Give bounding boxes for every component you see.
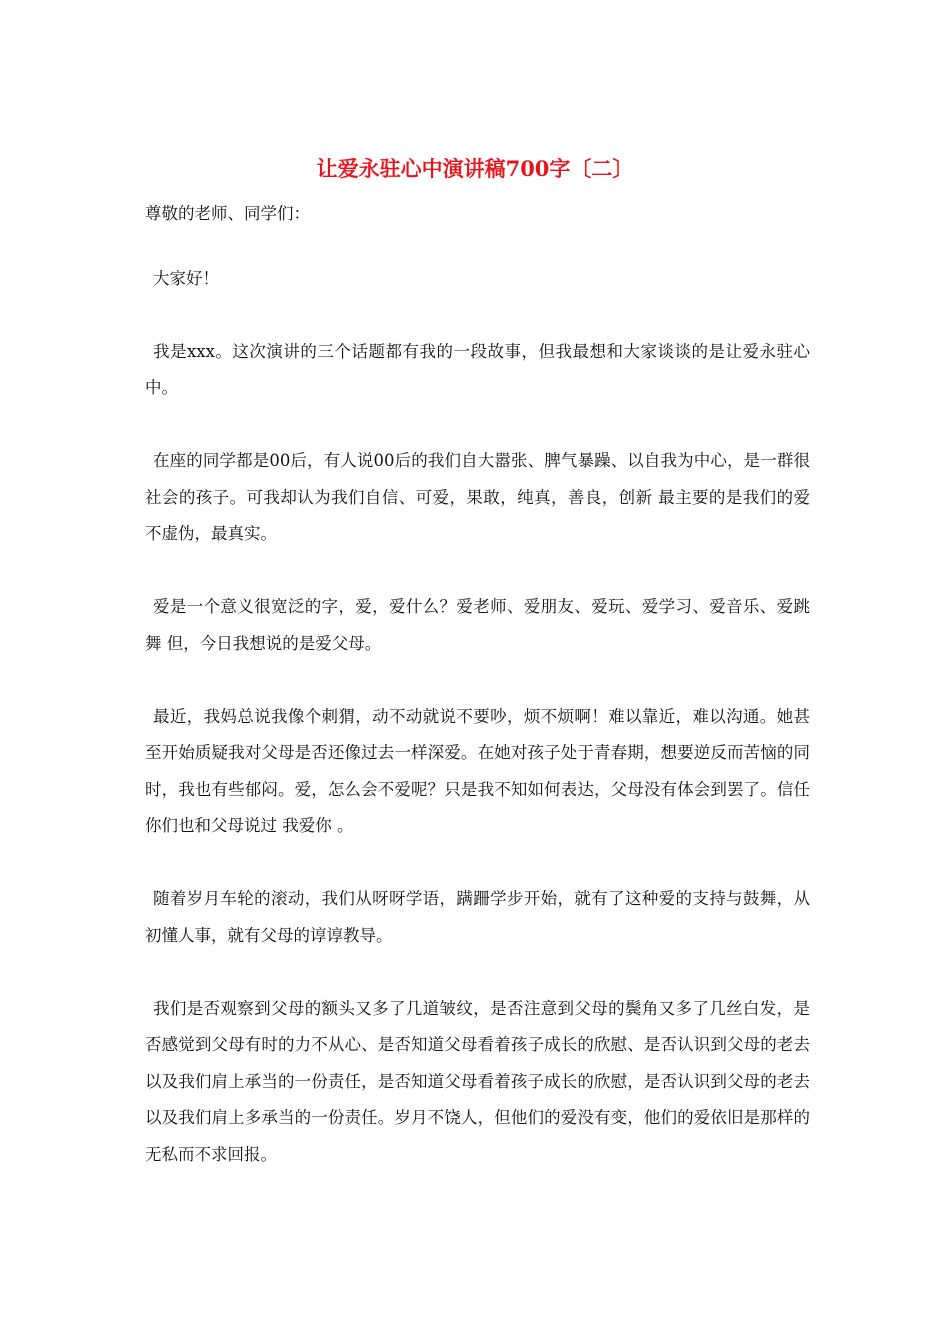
body-paragraph: 在座的同学都是00后，有人说00后的我们自大嚣张、脾气暴躁、以自我为中心，是一群很社会的孩子。可我却认为我们自信、可爱，果敢，纯真，善良，创新 最主要的是我们的爱不虚伪，最真实。 <box>145 451 810 543</box>
greeting-paragraph: 大家好！ <box>153 268 219 288</box>
body-paragraph: 随着岁月车轮的滚动，我们从呀呀学语，蹒跚学步开始，就有了这种爱的支持与鼓舞，从初懂人事，就有父母的谆谆教导。 <box>145 889 810 945</box>
body-paragraph: 我是xxx。这次演讲的三个话题都有我的一段故事，但我最想和大家谈谈的是让爱永驻心中。 <box>145 341 810 397</box>
document-body <box>145 196 810 1210</box>
body-paragraph: 爱是一个意义很宽泛的字，爱，爱什么？爱老师、爱朋友、爱玩、爱学习、爱音乐、爱跳舞 但，今日我想说的是爱父母。 <box>145 597 810 653</box>
body-paragraph: 最近，我妈总说我像个刺猬，动不动就说不要吵，烦不烦啊！难以靠近，难以沟通。她甚至开始质疑我对父母是否还像过去一样深爱。在她对孩子处于青春期，想要逆反而苦恼的同时，我也有些郁闷。爱，怎么会不爱呢？只是我不知如何表达，父母没有体会到罢了。信任你们也和父母说过 我爱你 。 <box>145 706 810 835</box>
salutation-paragraph: 尊敬的老师、同学们： <box>145 204 310 223</box>
body-paragraph: 我们是否观察到父母的额头又多了几道皱纹，是否注意到父母的鬓角又多了几丝白发，是否感觉到父母有时的力不从心、是否知道父母看着孩子成长的欣慰、是否认识到父母的老去以及我们肩上承当的一份责任，是否知道父母看着孩子成长的欣慰，是否认识到父母的老去以及我们肩上多承当的一份责任。岁月不饶人，但他们的爱没有变，他们的爱依旧是那样的无私而不求回报。 <box>145 998 810 1164</box>
document-title: 让爱永驻心中演讲稿700字〔二〕 <box>316 156 634 181</box>
